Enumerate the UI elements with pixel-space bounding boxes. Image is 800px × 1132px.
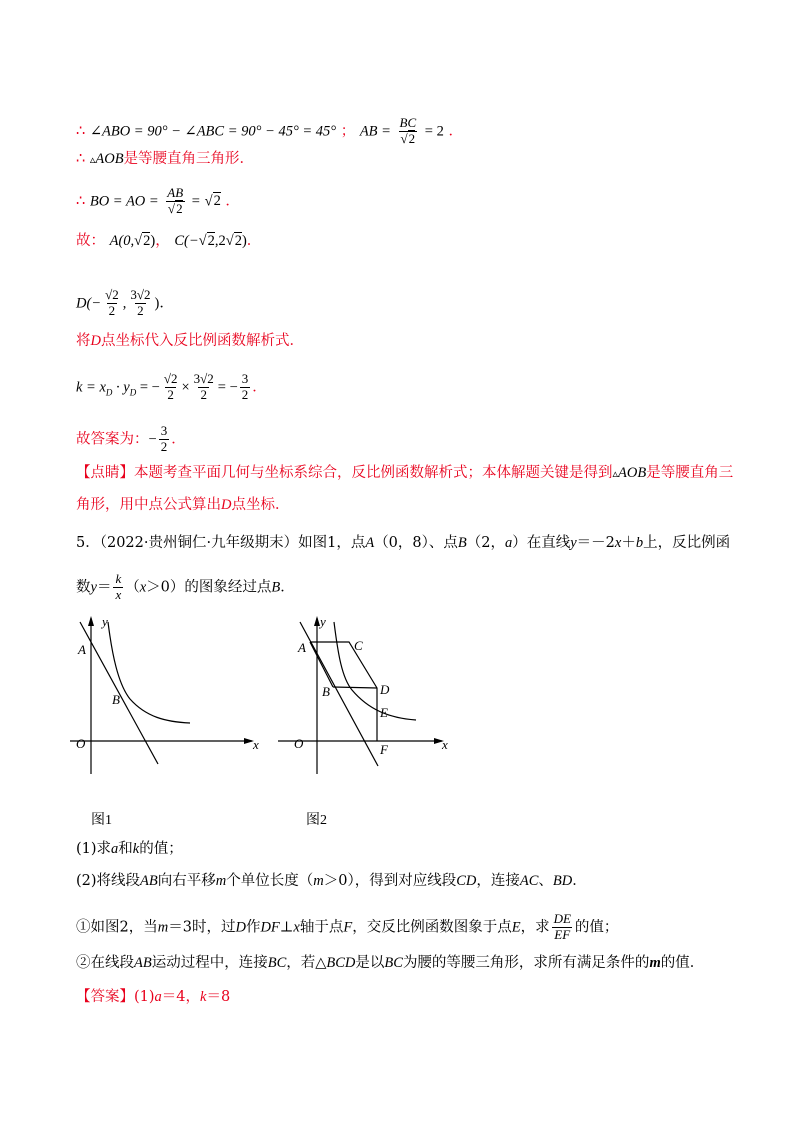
var-y: y bbox=[570, 535, 577, 551]
point-f: F bbox=[343, 919, 353, 936]
question-5-line-2 bbox=[76, 572, 295, 603]
numerator: DE bbox=[553, 911, 571, 926]
fraction-1 bbox=[162, 372, 180, 403]
equals: ＝ bbox=[96, 579, 112, 596]
text: 、 bbox=[538, 873, 553, 889]
triangle-symbol: ▵ bbox=[89, 153, 96, 166]
segment-df: DF bbox=[260, 919, 280, 936]
var-m: m bbox=[649, 955, 661, 971]
text: ＞0），得到对应线段 bbox=[323, 873, 457, 889]
answer-line bbox=[76, 990, 230, 1005]
var-x: x bbox=[614, 535, 622, 551]
triangle-symbol: ▵ bbox=[612, 467, 619, 480]
point-d: D bbox=[221, 497, 232, 513]
q5-text: ． bbox=[280, 579, 295, 596]
hyperbola bbox=[334, 622, 416, 720]
text: 轴于点 bbox=[299, 919, 344, 936]
angle-equation: ∠ABO = 90° − ∠ABC = 90° − 45° = 45° bbox=[89, 123, 337, 140]
point-b: B bbox=[271, 579, 281, 596]
text: 的值； bbox=[139, 841, 183, 857]
triangle-name: AOB bbox=[618, 465, 647, 481]
figure-caption: 图2 bbox=[306, 813, 327, 828]
point-b-label: B bbox=[322, 684, 330, 699]
segment-cd bbox=[310, 642, 377, 741]
triangle-name: AOB bbox=[95, 151, 124, 167]
triangle-bcd: △BCD bbox=[315, 955, 356, 971]
bo-ao: BO = AO = bbox=[89, 193, 159, 210]
question-5-line-1 bbox=[76, 536, 730, 551]
text: ＝8 bbox=[206, 989, 231, 1005]
numerator: k bbox=[115, 571, 122, 586]
segment-bc: BC bbox=[267, 955, 287, 971]
q5-text: ＋ bbox=[621, 535, 636, 551]
equals-two: = 2 bbox=[424, 123, 444, 140]
sub-question-1 bbox=[76, 912, 618, 943]
segment-cd: CD bbox=[456, 873, 477, 889]
equals-minus: = − bbox=[217, 379, 238, 396]
point-d-head: D(− bbox=[76, 295, 102, 312]
var-k: k bbox=[132, 841, 140, 857]
q5-text: ＞0）的图象经过点 bbox=[146, 579, 272, 596]
radicand: 2 bbox=[143, 233, 151, 249]
denominator: 2 bbox=[200, 386, 207, 402]
text: ＝3时，过 bbox=[168, 919, 236, 936]
numerator: 3 bbox=[160, 423, 168, 438]
end: ． bbox=[252, 379, 267, 396]
figure-1 bbox=[66, 614, 266, 832]
perp-symbol: ⊥ bbox=[279, 919, 294, 936]
point-e: E bbox=[511, 919, 521, 936]
therefore-symbol: ∴ bbox=[76, 193, 86, 210]
var-k: k bbox=[200, 989, 207, 1005]
part-1 bbox=[76, 842, 183, 857]
solution-line-3: ∴ BO = AO = $\frac{AB}{√2}$ = √2 ． bbox=[76, 185, 240, 216]
comment-tag: 【点睛】 bbox=[76, 465, 134, 481]
therefore-symbol: ∴ bbox=[76, 123, 86, 140]
denominator: √2 bbox=[167, 200, 183, 216]
close-paren: ) bbox=[150, 233, 156, 249]
denominator: 2 bbox=[167, 386, 174, 402]
text: ，求 bbox=[520, 919, 550, 936]
text: ＝4， bbox=[161, 989, 201, 1005]
denominator: x bbox=[115, 586, 122, 602]
comment-text: 角形，用中点公式算出 bbox=[76, 497, 221, 513]
point-d: D bbox=[90, 333, 101, 349]
var-m: m bbox=[157, 919, 169, 936]
var-x: x bbox=[139, 579, 147, 596]
text: 和 bbox=[118, 841, 133, 857]
segment-ac: AC bbox=[519, 873, 539, 889]
origin-label: O bbox=[76, 736, 86, 751]
segment-ab: AB bbox=[140, 873, 158, 889]
point-a-head: A(0, bbox=[109, 233, 135, 249]
solution-line-5 bbox=[76, 288, 174, 319]
minus: − bbox=[148, 431, 157, 448]
denominator: 2 bbox=[108, 302, 116, 318]
equals-minus: = − bbox=[136, 379, 160, 396]
text: 作 bbox=[245, 919, 261, 936]
answer-label: 故答案为： bbox=[76, 431, 149, 448]
equals: = bbox=[191, 193, 200, 210]
separator: ； bbox=[340, 123, 356, 140]
sub-question-2 bbox=[76, 956, 704, 971]
statement: 是等腰直角三角形． bbox=[123, 151, 255, 167]
point-b: B bbox=[457, 535, 467, 551]
denominator: √2 bbox=[400, 130, 416, 146]
var-m: m bbox=[215, 873, 227, 889]
text: 是以 bbox=[355, 955, 385, 971]
solution-line-2 bbox=[76, 152, 254, 167]
fraction-2 bbox=[128, 288, 152, 319]
text: ． bbox=[572, 873, 587, 889]
point-c: C(−√2,2√2) bbox=[174, 233, 247, 249]
point-a-label: A bbox=[78, 642, 86, 657]
numerator: √2 bbox=[163, 371, 178, 386]
end: ． bbox=[171, 431, 186, 448]
q5-text: 5．（2022·贵州铜仁·九年级期末）如图1，点 bbox=[76, 535, 366, 551]
fraction bbox=[159, 424, 170, 455]
point-a: A bbox=[365, 535, 375, 551]
middle: ,2 bbox=[214, 233, 226, 249]
var-b: b bbox=[635, 535, 644, 551]
segment-bd: BD bbox=[552, 873, 573, 889]
q5-text: 上，反比例函 bbox=[643, 535, 731, 551]
radicand: 2 bbox=[207, 233, 215, 249]
k-over-x bbox=[113, 572, 123, 603]
radicand: 2 bbox=[234, 233, 242, 249]
numerator: 3√2 bbox=[130, 287, 151, 302]
point-f-label: F bbox=[380, 742, 388, 757]
q5-text: （2， bbox=[466, 535, 505, 551]
point-d: D bbox=[235, 919, 246, 936]
radicand: 2 bbox=[176, 200, 183, 216]
denominator: 2 bbox=[241, 386, 249, 402]
text: (1) bbox=[134, 989, 155, 1005]
text-a: 将 bbox=[76, 333, 91, 349]
text: ，连接 bbox=[476, 873, 520, 889]
radicand: 2 bbox=[408, 130, 416, 146]
line-ab bbox=[300, 622, 378, 766]
subscript: D bbox=[129, 387, 137, 398]
dot-y: · y bbox=[112, 379, 130, 396]
denominator: EF bbox=[554, 926, 571, 942]
x-label: x bbox=[442, 737, 448, 752]
fraction-2 bbox=[192, 372, 216, 403]
x-label: x bbox=[253, 737, 259, 752]
denominator: 2 bbox=[160, 438, 168, 454]
var-m: m bbox=[313, 873, 324, 889]
point-a-label: A bbox=[298, 640, 306, 655]
solution-line-8 bbox=[76, 424, 186, 455]
comment-line-1 bbox=[76, 466, 733, 481]
figure-2 bbox=[276, 614, 456, 832]
bc-over-root2 bbox=[398, 116, 419, 147]
q5-text: ）在直线 bbox=[512, 535, 571, 551]
subscript: D bbox=[105, 387, 113, 398]
var-y: y bbox=[90, 579, 97, 596]
var-x: x bbox=[293, 919, 300, 936]
text: 的值． bbox=[660, 955, 705, 971]
text: (1)求 bbox=[76, 841, 112, 857]
close-paren: ) bbox=[241, 233, 247, 249]
text: ，若 bbox=[286, 955, 316, 971]
solution-line-4: 故： A(0,√2)， C(−√2,2√2)． bbox=[76, 233, 262, 249]
segment-bc: BC bbox=[384, 955, 403, 971]
comma: , bbox=[122, 295, 127, 312]
text: (2)将线段 bbox=[76, 873, 141, 889]
q5-text: 数 bbox=[76, 579, 91, 596]
q5-text: ＝－2 bbox=[576, 535, 615, 551]
point-d-label: D bbox=[380, 682, 390, 697]
q5-text: （ bbox=[125, 579, 140, 596]
ab-over-root2 bbox=[165, 186, 185, 217]
segment-ab bbox=[310, 642, 333, 687]
text: 个单位长度（ bbox=[226, 873, 314, 889]
var-a: a bbox=[154, 989, 162, 1005]
segment-ab: AB bbox=[134, 955, 152, 971]
solution-line-1: ∴ ∠ABO = 90° − ∠ABC = 90° − 45° = 45° ； AB = $\frac{BC}{√2}$ = 2 ． bbox=[76, 115, 463, 146]
therefore-symbol: ∴ bbox=[76, 151, 86, 167]
y-axis-arrow bbox=[88, 616, 94, 626]
hyperbola bbox=[108, 622, 190, 723]
point-c-head: C(− bbox=[174, 233, 199, 249]
numerator: √2 bbox=[105, 287, 119, 302]
k-eq: k = x bbox=[76, 379, 106, 396]
comment-text: 点坐标． bbox=[231, 497, 290, 513]
denominator: 2 bbox=[137, 302, 144, 318]
text: 为腰的等腰三角形，求所有满足条件的 bbox=[402, 955, 650, 971]
q5-text: （0，8）、点 bbox=[374, 535, 458, 551]
solution-line-6 bbox=[76, 334, 304, 349]
y-label: y bbox=[102, 614, 108, 629]
origin-label: O bbox=[294, 736, 304, 751]
fraction-3 bbox=[240, 372, 251, 403]
comment-text: 是等腰直角三 bbox=[646, 465, 734, 481]
fraction-1 bbox=[103, 288, 121, 319]
text-b: 点坐标代入反比例函数解析式． bbox=[100, 333, 304, 349]
numerator: AB bbox=[167, 185, 184, 200]
point-c-label: C bbox=[354, 638, 363, 653]
root-two: √2 bbox=[204, 193, 221, 210]
text: ①如图2，当 bbox=[76, 919, 158, 936]
numerator: 3 bbox=[241, 371, 249, 386]
part-2 bbox=[76, 874, 587, 889]
close: )． bbox=[154, 295, 174, 312]
text: 的值； bbox=[574, 919, 619, 936]
figure-caption: 图1 bbox=[91, 813, 112, 828]
comment-text: 本题考查平面几何与坐标系综合，反比例函数解析式；本体解题关键是得到 bbox=[134, 465, 613, 481]
segment-bd bbox=[333, 687, 377, 688]
text: ②在线段 bbox=[76, 955, 134, 971]
radicand: 2 bbox=[213, 193, 221, 210]
times: × bbox=[181, 379, 190, 396]
therefore-label: 故： bbox=[76, 233, 105, 249]
var-a: a bbox=[504, 535, 513, 551]
ab-label: AB = bbox=[359, 123, 391, 140]
comment-line-2 bbox=[76, 498, 289, 513]
var-a: a bbox=[111, 841, 119, 857]
point-b-label: B bbox=[112, 692, 120, 707]
text: 运动过程中，连接 bbox=[151, 955, 268, 971]
point-a: A(0,√2) bbox=[109, 233, 156, 249]
numerator: BC bbox=[399, 115, 417, 130]
text: 向右平移 bbox=[157, 873, 216, 889]
numerator: 3√2 bbox=[193, 371, 214, 386]
solution-line-7 bbox=[76, 372, 267, 403]
y-label: y bbox=[320, 614, 326, 629]
answer-tag: 【答案】 bbox=[76, 989, 134, 1005]
text: ，交反比例函数图象于点 bbox=[352, 919, 512, 936]
de-over-ef bbox=[552, 912, 573, 943]
point-e-label: E bbox=[380, 705, 388, 720]
